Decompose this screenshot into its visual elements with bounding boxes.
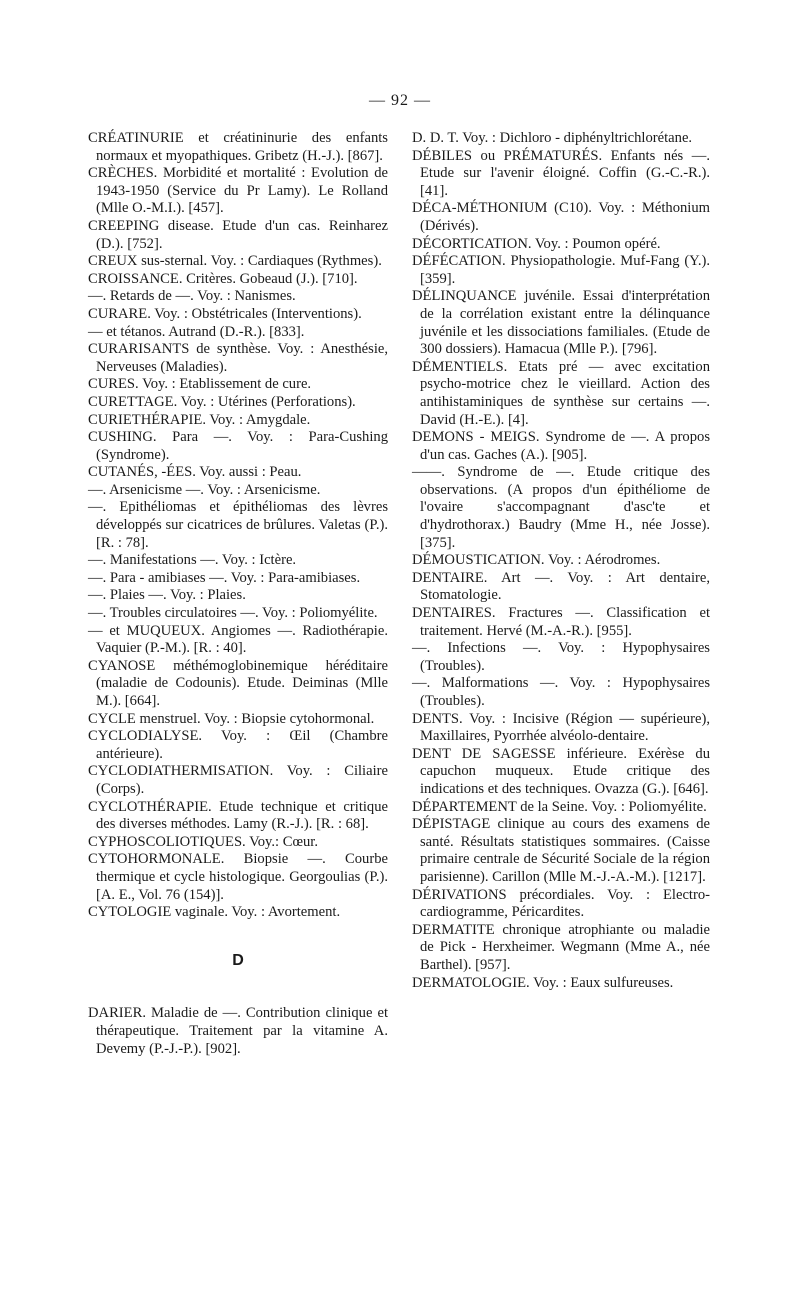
entry-heading: CURARISANTS — [88, 341, 190, 358]
index-entry — [88, 711, 388, 729]
entry-text: Voy. : Incisive (Région — supérieure), Maxillaires, Pyorrhée alvéolo-dentaire. — [420, 710, 710, 745]
entry-text: Malformations —. Voy. : Hypophysaires (Troubles). — [420, 675, 710, 709]
entry-heading: ——. — [412, 464, 445, 481]
index-entry — [88, 271, 388, 289]
index-entry — [88, 728, 388, 763]
entry-text: méthémoglobinemique héréditaire (maladie de Codounis). Etude. Deiminas (Mlle M.). [664]. — [96, 657, 388, 709]
entry-heading: CURES. — [88, 376, 139, 393]
entry-text: -ÉES. Voy. aussi : Peau. — [157, 464, 302, 481]
entry-heading: CROISSANCE. — [88, 270, 183, 287]
index-entry — [412, 552, 710, 570]
entry-text: Voy. : Amygdale. — [205, 411, 311, 428]
entry-text: Art —. Voy. : Art dentaire, Stomatologie. — [420, 569, 710, 604]
index-entry — [88, 218, 388, 253]
entry-text: Voy. : Poumon opéré. — [531, 235, 661, 252]
entry-text: et tétanos. Autrand (D.-R.). [833]. — [102, 323, 305, 340]
entry-heading: DENTAIRE. — [412, 569, 488, 586]
entry-text: Fractures —. Classification et traitement. Hervé (M.-A.-R.). [955]. — [420, 605, 710, 639]
entry-text: Voy.: Cœur. — [245, 833, 319, 850]
entry-text: Biopsie —. Courbe thermique et cycle histologique. Georgoulias (P.). [A. E., Vol. 76 (154)]. — [96, 851, 388, 903]
entry-text: Voy. : Eaux sulfureuses. — [529, 974, 674, 991]
entry-text: Voy. : Aérodromes. — [544, 552, 661, 569]
index-entry — [412, 887, 710, 922]
index-entry — [412, 675, 710, 710]
index-entry — [412, 975, 710, 993]
entry-text: de la Seine. Voy. : Poliomyélite. — [516, 798, 707, 815]
entry-text: Physiopathologie. Muf-Fang (Y.). [359]. — [420, 253, 710, 287]
index-entry — [88, 130, 388, 165]
entry-text: Infections —. Voy. : Hypophysaires (Troubles). — [420, 640, 710, 674]
entry-heading: DÉFÉCATION. — [412, 253, 506, 270]
entry-text: Arsenicisme —. Voy. : Arsenicisme. — [106, 481, 321, 498]
entry-text: de synthèse. Voy. : Anesthésie, Nerveuses (Maladies). — [96, 341, 388, 375]
entry-heading: DÉRIVATIONS — [412, 886, 507, 903]
index-entry — [88, 570, 388, 588]
index-entry — [412, 148, 710, 201]
entry-text: précordiales. Voy. : Electro-cardiogramme, Péricardites. — [420, 886, 710, 921]
entry-text: menstruel. Voy. : Biopsie cytohormonal. — [135, 710, 375, 727]
entry-heading: DEMONS - MEIGS. — [412, 429, 540, 446]
section-letter: D — [232, 951, 244, 969]
index-entry — [88, 552, 388, 570]
entry-heading: CUSHING. — [88, 429, 157, 446]
entry-heading: CURIETHÉRAPIE. — [88, 411, 206, 428]
entry-heading: —. — [88, 552, 107, 569]
entry-text: Maladie de —. Contribution clinique et thérapeutique. Traitement par la vitamine A. Devemy (P.-J.-P.). [902]. — [96, 1005, 388, 1057]
index-entry — [88, 799, 388, 834]
index-entry — [412, 799, 710, 817]
entry-heading: CREEPING — [88, 217, 160, 234]
entry-heading: CYPHOSCOLIOTIQUES. — [88, 833, 246, 850]
index-entry — [88, 851, 388, 904]
entry-heading: DERMATOLOGIE. — [412, 974, 530, 991]
index-entry — [88, 412, 388, 430]
index-entry — [88, 1005, 388, 1058]
index-entry — [88, 904, 388, 922]
entry-text: ou PRÉMATURÉS. Enfants nés —. Etude sur l'avenir éloigné. Coffin (G.-C.-R.). [41]. — [420, 147, 710, 199]
index-entry — [88, 499, 388, 552]
right-column — [412, 130, 710, 992]
entry-text: disease. Etude d'un cas. Reinharez (D.). [752]. — [96, 217, 388, 252]
entry-heading: —. — [412, 675, 431, 692]
entry-heading: —. — [88, 587, 107, 604]
left-column — [88, 130, 388, 1058]
index-entry — [412, 359, 710, 429]
entry-heading: —. — [88, 569, 107, 586]
entry-text: clinique au cours des examens de santé. Résultats statistiques sommaires. (Caisse primaire centrale de Sécurité Sociale de la région parisienne). Carillon (Mlle M.-J.-A.-M.). [1217]. — [420, 816, 710, 885]
entry-text: Morbidité et mortalité : Evolution de 1943-1950 (Service du Pr Lamy). Le Rolland (Mlle O.-M.I.). [457]. — [96, 165, 388, 217]
index-entry — [412, 605, 710, 640]
index-entry — [88, 394, 388, 412]
index-entry — [88, 306, 388, 324]
index-entry — [412, 816, 710, 886]
entry-text: Para - amibiases —. Voy. : Para-amibiases. — [106, 569, 361, 586]
entry-heading: CYTOHORMONALE. — [88, 851, 225, 868]
entry-text: Retards de —. Voy. : Nanismes. — [106, 288, 296, 305]
entry-heading: CURARE. — [88, 305, 151, 322]
entry-text: Voy. : Utérines (Perforations). — [177, 393, 356, 410]
entry-text: chronique atrophiante ou maladie de Pick - Herxheimer. Wegmann (Mme A., née Barthel). [957]. — [420, 921, 710, 973]
entry-heading: CYCLODIATHERMISATION. — [88, 763, 274, 780]
entry-heading: — — [88, 622, 103, 639]
index-entry — [412, 253, 710, 288]
entry-heading: CRÈCHES. — [88, 165, 158, 182]
entry-heading: DÉPISTAGE — [412, 816, 491, 833]
entry-heading: DÉPARTEMENT — [412, 798, 517, 815]
entry-text: Para —. Voy. : Para-Cushing (Syndrome). — [96, 429, 388, 463]
entry-heading: DÉCA-MÉTHONIUM — [412, 200, 548, 217]
index-entry — [412, 570, 710, 605]
index-entry — [412, 711, 710, 746]
entry-text: inférieure. Exérèse du capuchon muqueux. Etude critique des indications et des techniques. Ovazza (G.). [646]. — [420, 745, 710, 797]
entry-heading: CREUX — [88, 253, 138, 270]
entry-heading: CYCLOTHÉRAPIE. — [88, 798, 212, 815]
entry-text: Voy. : Etablissement de cure. — [138, 376, 312, 393]
index-entry — [88, 763, 388, 798]
entry-text: Syndrome de —. A propos d'un cas. Gaches (A.). [905]. — [420, 429, 710, 463]
index-entry — [88, 605, 388, 623]
index-entry — [88, 623, 388, 658]
entry-heading: CRÉATINURIE — [88, 130, 184, 146]
entry-text: Syndrome de —. Etude critique des observations. (A propos d'un épithéliome de l'ovaire s'accompagnant d'asc'te et d'hydrothorax.) Baudry (Mme H., née Josse). [375]. — [420, 464, 710, 551]
index-entry — [412, 640, 710, 675]
entry-text: Voy. : Ciliaire (Corps). — [96, 763, 388, 797]
index-entry — [412, 288, 710, 358]
entry-heading: —. — [412, 640, 431, 657]
index-entry — [88, 482, 388, 500]
entry-text: sus-sternal. Voy. : Cardiaques (Rythmes). — [137, 253, 382, 270]
entry-heading: — — [88, 323, 103, 340]
entry-text: et créatininurie des enfants normaux et myopathiques. Gribetz (H.-J.). [867]. — [96, 130, 388, 164]
entry-text: Voy. : Obstétricales (Interventions). — [150, 305, 362, 322]
entry-heading: DENTS. — [412, 710, 463, 727]
entry-text: Epithéliomas et épithéliomas des lèvres développés sur cicatrices de brûlures. Valetas (P.). [R. : 78]. — [96, 499, 388, 551]
entry-heading: DÉMOUSTICATION. — [412, 552, 545, 569]
index-entry — [88, 587, 388, 605]
entry-text: juvénile. Essai d'interprétation de la corrélation existant entre la délinquance juvénile et les dissociations familiales. (Etude de 300 dossiers). Hamacua (Mlle P.). [796]. — [420, 288, 710, 358]
entry-text: Etats pré — avec excitation psycho-motrice chez le vieillard. Action des antihistaminiques de synthèse sur certains —. David (H.-E.). [4]. — [420, 358, 710, 428]
entry-text: vaginale. Voy. : Avortement. — [171, 904, 341, 921]
index-entry — [412, 922, 710, 975]
entry-heading: CYANOSE — [88, 657, 156, 674]
entry-heading: —. — [88, 605, 107, 622]
entry-heading: —. — [88, 481, 107, 498]
index-entry — [88, 288, 388, 306]
entry-heading: CYTOLOGIE — [88, 904, 172, 921]
index-entry — [412, 130, 710, 148]
index-entry — [88, 324, 388, 342]
entry-heading: DENT DE SAGESSE — [412, 745, 556, 762]
entry-heading: DÉMENTIELS. — [412, 358, 508, 375]
entry-heading: CUTANÉS, — [88, 464, 158, 481]
entry-heading: DÉBILES — [412, 147, 472, 164]
index-entry — [88, 658, 388, 711]
index-entry — [88, 341, 388, 376]
index-entry — [88, 376, 388, 394]
entry-heading: CYCLE — [88, 710, 136, 727]
entry-text: Critères. Gobeaud (J.). [710]. — [182, 270, 358, 287]
page-number: — 92 — — [369, 92, 431, 109]
index-entry — [88, 834, 388, 852]
index-entry — [88, 253, 388, 271]
entry-heading: DERMATITE — [412, 921, 495, 938]
index-entry — [412, 464, 710, 552]
entry-text: Etude technique et critique des diverses méthodes. Lamy (R.-J.). [R. : 68]. — [96, 798, 388, 833]
entry-heading: —. — [88, 288, 107, 305]
entry-heading: —. — [88, 499, 107, 516]
entry-heading: DÉCORTICATION. — [412, 235, 532, 252]
index-entry — [412, 429, 710, 464]
entry-heading: CYCLODIALYSE. — [88, 728, 203, 745]
index-entry — [88, 165, 388, 218]
entry-heading: DÉLINQUANCE — [412, 288, 517, 305]
entry-text: et MUQUEUX. Angiomes —. Radiothérapie. Vaquier (P.-M.). [R. : 40]. — [96, 622, 388, 657]
index-entry — [412, 236, 710, 254]
entry-text: Voy. : Dichloro - diphényltrichlorétane. — [458, 130, 693, 146]
index-entry — [412, 746, 710, 799]
entry-text: (C10). Voy. : Méthonium (Dérivés). — [420, 200, 710, 234]
entry-text: Manifestations —. Voy. : Ictère. — [106, 552, 297, 569]
entry-heading: DENTAIRES. — [412, 605, 496, 622]
entry-text: Plaies —. Voy. : Plaies. — [106, 587, 246, 604]
index-entry — [88, 464, 388, 482]
entry-text: Voy. : Œil (Chambre antérieure). — [96, 728, 388, 762]
entry-heading: CURETTAGE. — [88, 393, 178, 410]
entry-heading: DARIER. — [88, 1005, 146, 1022]
index-entry — [88, 429, 388, 464]
entry-text: Troubles circulatoires —. Voy. : Poliomyélite. — [106, 605, 378, 622]
entry-heading: D. D. T. — [412, 130, 459, 146]
index-entry — [412, 200, 710, 235]
